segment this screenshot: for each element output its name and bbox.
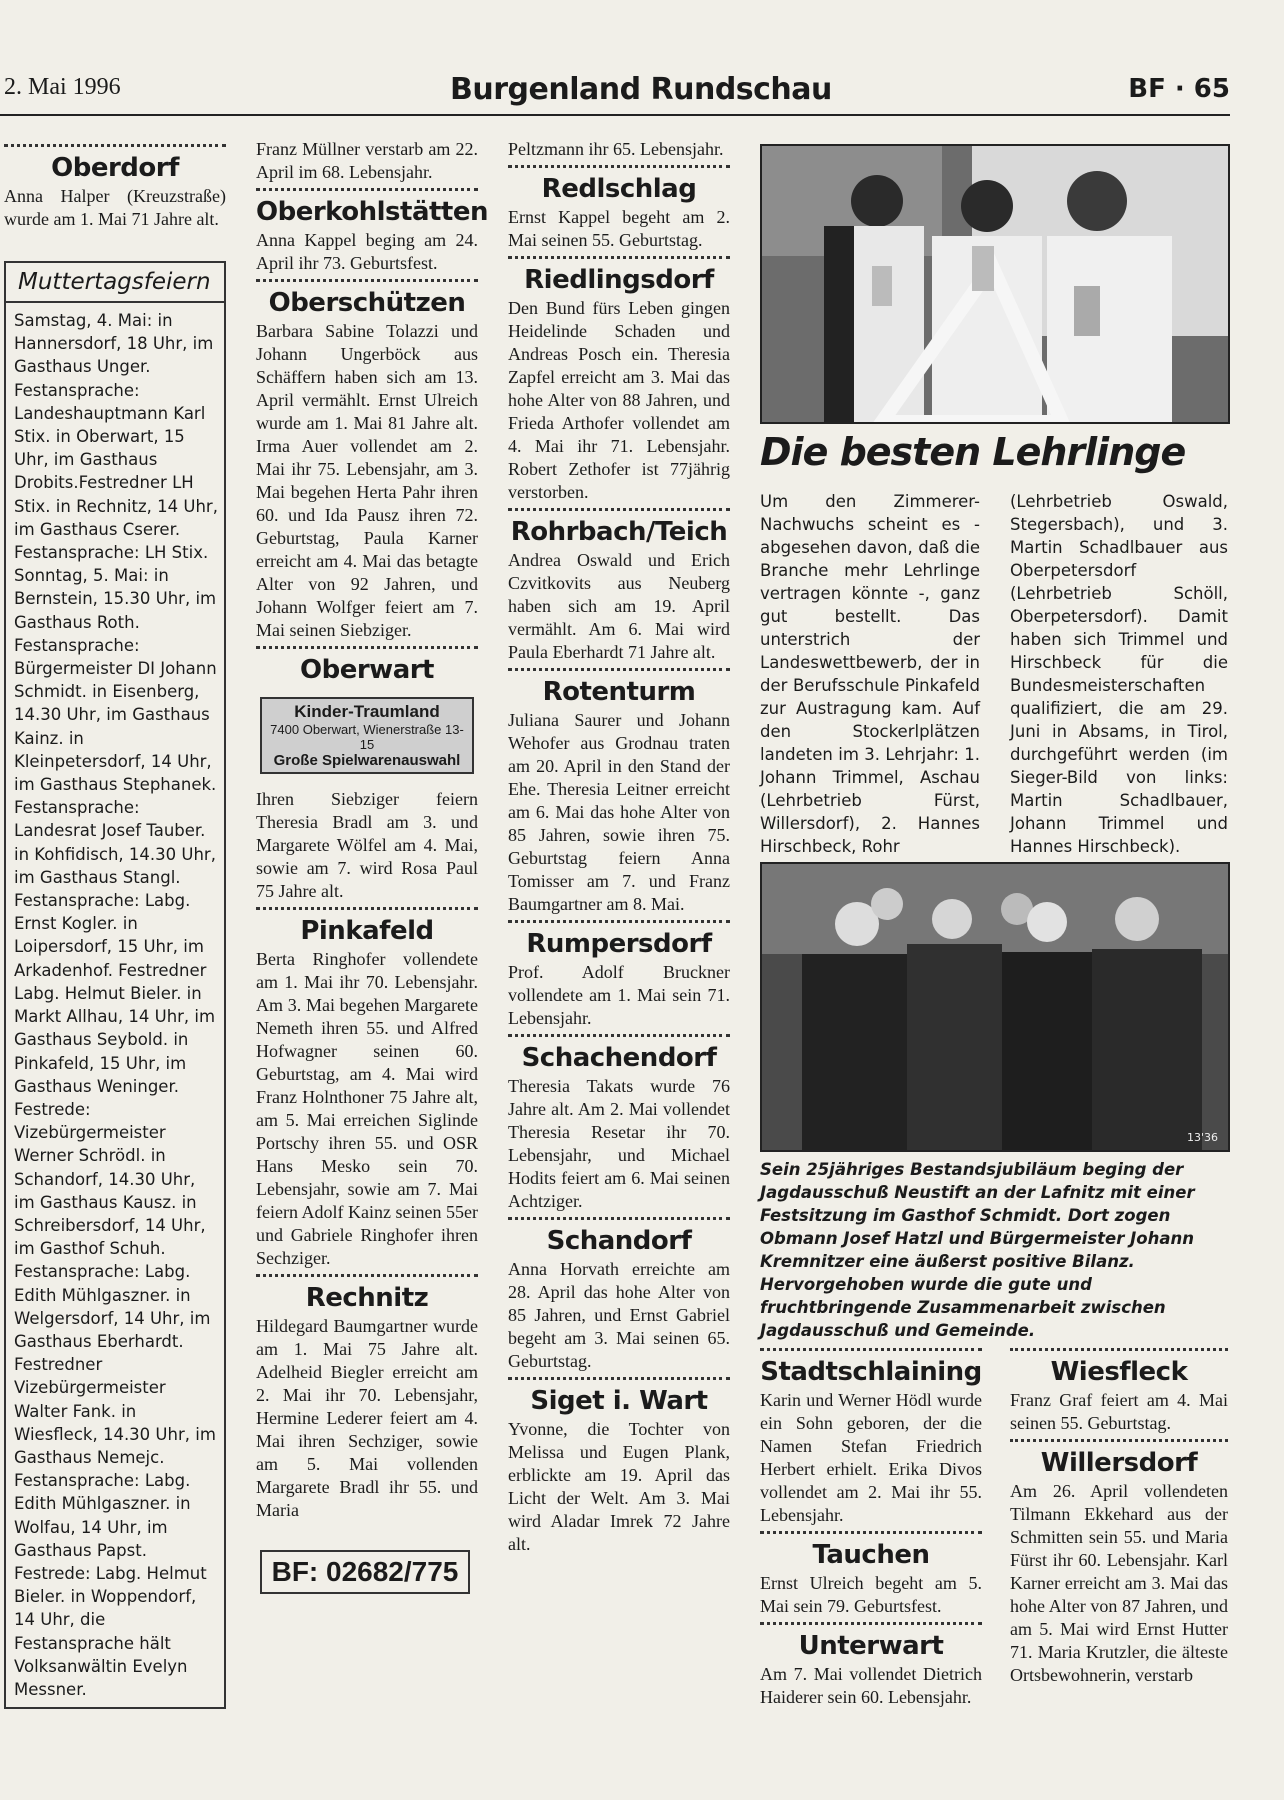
section-heading: Oberdorf <box>4 144 226 185</box>
section-heading: Pinkafeld <box>256 907 478 948</box>
section-text: Anna Horvath erreichte am 28. April das hohe Alter von 85 Jahren, und Ernst Gabriel begeht am 3. Mai seinen 65. Geburtstag. <box>508 1259 730 1371</box>
advertisement <box>260 697 474 774</box>
section-heading: Oberschützen <box>256 279 478 320</box>
column-1 <box>4 140 226 1709</box>
section-text: Berta Ringhofer vollendete am 1. Mai ihr 70. Lebensjahr. Am 3. Mai begehen Margarete Nemeth ihren 55. und Alfred Hofwagner seinen 60. Geburtstag, am 4. Mai wird Franz Holnthoner 75 Jahre alt, am 5. Mai erreichen Siglinde Portschy ihren 55. und OSR Hans Mesko sein 70. Lebensjahr, sowie am 7. Mai feiern Adolf Kainz seinen 55er und Gabriele Ringhofer ihren Sechziger. <box>256 949 478 1268</box>
section-text: Am 7. Mai vollendet Dietrich Haiderer sein 60. Lebensjahr. <box>760 1664 982 1707</box>
jagdausschuss-photo <box>760 862 1230 1152</box>
section-heading: Schachendorf <box>508 1034 730 1075</box>
section-text: Anna Kappel beging am 24. April ihr 73. Geburtsfest. <box>256 230 478 273</box>
section-heading: Siget i. Wart <box>508 1377 730 1418</box>
column-3 <box>508 138 730 1556</box>
section-text: Ernst Kappel begeht am 2. Mai seinen 55. Geburtstag. <box>508 207 730 250</box>
column-5 <box>1010 1344 1228 1687</box>
photo-label: 13'36 <box>1186 1131 1218 1144</box>
jagdausschuss-caption: Sein 25jähriges Bestandsjubiläum beging der Jagdausschuß Neustift an der Lafnitz mit einer Festsitzung im Gasthof Schmidt. Dort zogen Obmann Josef Hatzl und Bürgermeister Johann Kremnitzer eine äußerst positive Bilanz. Hervorgehoben wurde die gute und fruchtbringende Zusammenarbeit zwischen Jagdausschuß und Gemeinde. <box>760 1160 1195 1340</box>
feature-text-left: Um den Zimmerer-Nachwuchs scheint es - abgesehen davon, daß die Branche mehr Lehrlinge vertragen könnte -, ganz gut bestellt. Das unterstrich der Landeswettbewerb, der in der Berufsschule Pinkafeld zur Austragung kam. Auf den Stockerlplätzen landeten im 3. Lehrjahr: 1. Johann Trimmel, Aschau (Lehrbetrieb Fürst, Willersdorf), 2. Hannes Hirschbeck, Rohr <box>760 492 980 856</box>
section-heading: Stadtschlaining <box>760 1348 982 1389</box>
section-text: Andrea Oswald und Erich Czvitkovits aus Neuberg haben sich am 19. April vermählt. Am 6. Mai wird Paula Eberhardt 71 Jahre alt. <box>508 550 730 662</box>
section-text: Yvonne, die Tochter von Melissa und Eugen Plank, erblickte am 19. April das Licht der Welt. Am 3. Mai wird Aladar Imrek 72 Jahre alt. <box>508 1419 730 1554</box>
section-text: Hildegard Baumgartner wurde am 1. Mai 75 Jahre alt. Adelheid Biegler erreicht am 2. Mai ihr 70. Lebensjahr, Hermine Lederer feiert am 4. Mai ihren Sechziger, sowie am 5. Mai vollenden Margarete Bradl ihr 55. und Maria <box>256 1316 478 1520</box>
muttertag-box <box>4 261 226 1709</box>
section-text: Peltzmann ihr 65. Lebensjahr. <box>508 139 724 159</box>
group-photo-illustration <box>762 864 1228 1150</box>
section-heading: Willersdorf <box>1010 1439 1228 1480</box>
section-text: Karin und Werner Hödl wurde ein Sohn geboren, der die Namen Stefan Friedrich Herbert erhielt. Erika Divos vollendet am 2. Mai ihr 55. Lebensjahr. <box>760 1390 982 1525</box>
header-rule <box>0 114 1230 116</box>
ad-name: Kinder-Traumland <box>294 702 440 721</box>
section-heading: Rohrbach/Teich <box>508 508 730 549</box>
section-text: Anna Halper (Kreuzstraße) wurde am 1. Mai 71 Jahre alt. <box>4 186 226 229</box>
page-number: BF · 65 <box>1128 74 1230 104</box>
box-body: Samstag, 4. Mai: in Hannersdorf, 18 Uhr, im Gasthaus Unger. Festansprache: Landeshauptmann Karl Stix. in Oberwart, 15 Uhr, im Gasthaus Drobits.Festredner LH Stix. in Rechnitz, 14 Uhr, im Gasthaus Cserer. Festansprache: LH Stix. Sonntag, 5. Mai: in Bernstein, 15.30 Uhr, im Gasthaus Roth. Festansprache: Bürgermeister DI Johann Schmidt. in Eisenberg, 14.30 Uhr, im Gasthaus Kainz. in Kleinpetersdorf, 14 Uhr, im Gasthaus Stephanek. Festansprache: Landesrat Josef Tauber. in Kohfidisch, 14.30 Uhr, im Gasthaus Stangl. Festansprache: Labg. Ernst Kogler. in Loipersdorf, 15 Uhr, im Arkadenhof. Festredner Labg. Helmut Bieler. in Markt Allhau, 14 Uhr, im Gasthaus Seybold. in Pinkafeld, 15 Uhr, im Gasthaus Weninger. Festrede: Vizebürgermeister Werner Schrödl. in Schandorf, 14.30 Uhr, im Gasthaus Kausz. in Schreibersdorf, 14 Uhr, im Gasthof Schuh. Festansprache: Labg. Edith Mühlgaszner. in Welgersdorf, 14 Uhr, im Gasthaus Eberhardt. Festredner Vizebürgermeister Walter Fank. in Wiesfleck, 14.30 Uhr, im Gasthaus Nemejc. Festansprache: Labg. Edith Mühlgaszner. in Wolfau, 14 Uhr, im Gasthaus Papst. Festrede: Labg. Helmut Bieler. in Woppendorf, 14 Uhr, die Festansprache hält Volksanwältin Evelyn Messner. <box>14 311 218 1699</box>
section-heading: Rechnitz <box>256 1274 478 1315</box>
bf-phone-box: BF: 02682/775 <box>260 1550 470 1594</box>
section-heading: Rotenturm <box>508 668 730 709</box>
section-text: Franz Graf feiert am 4. Mai seinen 55. Geburtstag. <box>1010 1390 1228 1433</box>
section-text: Theresia Takats wurde 76 Jahre alt. Am 2. Mai vollendet Theresia Resetar ihr 70. Lebensjahr, und Michael Hodits feiert am 6. Mai seinen Achtziger. <box>508 1076 730 1211</box>
section-text: Prof. Adolf Bruckner vollendete am 1. Mai sein 71. Lebensjahr. <box>508 962 730 1028</box>
box-title: Muttertagsfeiern <box>6 263 224 303</box>
section-heading: Unterwart <box>760 1622 982 1663</box>
page-header <box>0 72 1230 112</box>
section-text: Juliana Saurer und Johann Wehofer aus Grodnau traten am 20. April in den Stand der Ehe. Theresia Leitner erreicht am 6. Mai das hohe Alter von 85 Jahren, sowie ihren 75. Geburtstag feiern Anna Tomisser am 7. und Franz Baumgartner am 8. Mai. <box>508 710 730 914</box>
feature-text-right: (Lehrbetrieb Oswald, Stegersbach), und 3. Martin Schadlbauer aus Oberpetersdorf (Lehrbetrieb Schöll, Oberpetersdorf). Damit haben sich Trimmel und Hirschbeck für die Bundesmeisterschaften qualifiziert, die am 29. Juni in Absams, in Tirol, durchgeführt werden (im Sieger-Bild von links: Martin Schadlbauer, Johann Trimmel und Hannes Hirschbeck). <box>1010 492 1228 856</box>
section-heading: Schandorf <box>508 1217 730 1258</box>
column-2 <box>256 138 488 1594</box>
section-text: Den Bund fürs Leben gingen Heidelinde Schaden und Andreas Posch ein. Theresia Zapfel erreicht am 3. Mai das hohe Alter von 88 Jahren, und Frieda Arthofer vollendet am 4. Mai ihr 71. Lebensjahr. Robert Zethofer ist 77jährig verstorben. <box>508 298 730 502</box>
newspaper-title: Burgenland Rundschau <box>450 72 832 107</box>
section-text: Ernst Ulreich begeht am 5. Mai sein 79. Geburtsfest. <box>760 1573 982 1616</box>
feature-headline: Die besten Lehrlinge <box>760 430 1186 474</box>
trophy-winners-illustration <box>762 146 1228 422</box>
ad-slogan: Große Spielwarenauswahl <box>273 752 461 769</box>
section-text: Franz Müllner verstarb am 22. April im 68. Lebensjahr. <box>256 139 478 182</box>
issue-date: 2. Mai 1996 <box>4 74 121 100</box>
section-heading: Redlschlag <box>508 165 730 206</box>
apprentices-photo <box>760 144 1230 424</box>
section-heading: Riedlingsdorf <box>508 256 730 297</box>
ad-address: 7400 Oberwart, Wienerstraße 13-15 <box>270 722 464 752</box>
section-text: Am 26. April vollendeten Tilmann Ekkehard aus der Schmitten sein 55. und Maria Fürst ihr 60. Lebensjahr. Karl Karner erreicht am 3. Mai das hohe Alter von 87 Jahren, und am 5. Mai wird Ernst Hutter 71. Maria Krutzler, die älteste Ortsbewohnerin, verstarb <box>1010 1481 1228 1685</box>
section-heading: Tauchen <box>760 1531 982 1572</box>
section-text: Ihren Siebziger feiern Theresia Bradl am 3. und Margarete Wölfel am 4. Mai, sowie am 7. wird Rosa Paul 75 Jahre alt. <box>256 789 478 901</box>
section-heading: Oberkohlstätten <box>256 188 478 229</box>
section-heading: Rumpersdorf <box>508 920 730 961</box>
section-heading: Oberwart <box>256 646 478 687</box>
section-text: Barbara Sabine Tolazzi und Johann Ungerböck aus Schäffern haben sich am 13. April vermählt. Ernst Ulreich wurde am 1. Mai 81 Jahre alt. Irma Auer vollendet am 2. Mai ihr 75. Lebensjahr, am 3. Mai begehen Herta Pahr ihren 60. und Ida Pausz ihren 72. Geburtstag, Paula Karner erreicht am 4. Mai das betagte Alter von 92 Jahren, und Johann Wolfger feiert am 7. Mai seinen Siebziger. <box>256 321 478 640</box>
section-heading: Wiesfleck <box>1010 1348 1228 1389</box>
column-4 <box>760 1344 982 1709</box>
